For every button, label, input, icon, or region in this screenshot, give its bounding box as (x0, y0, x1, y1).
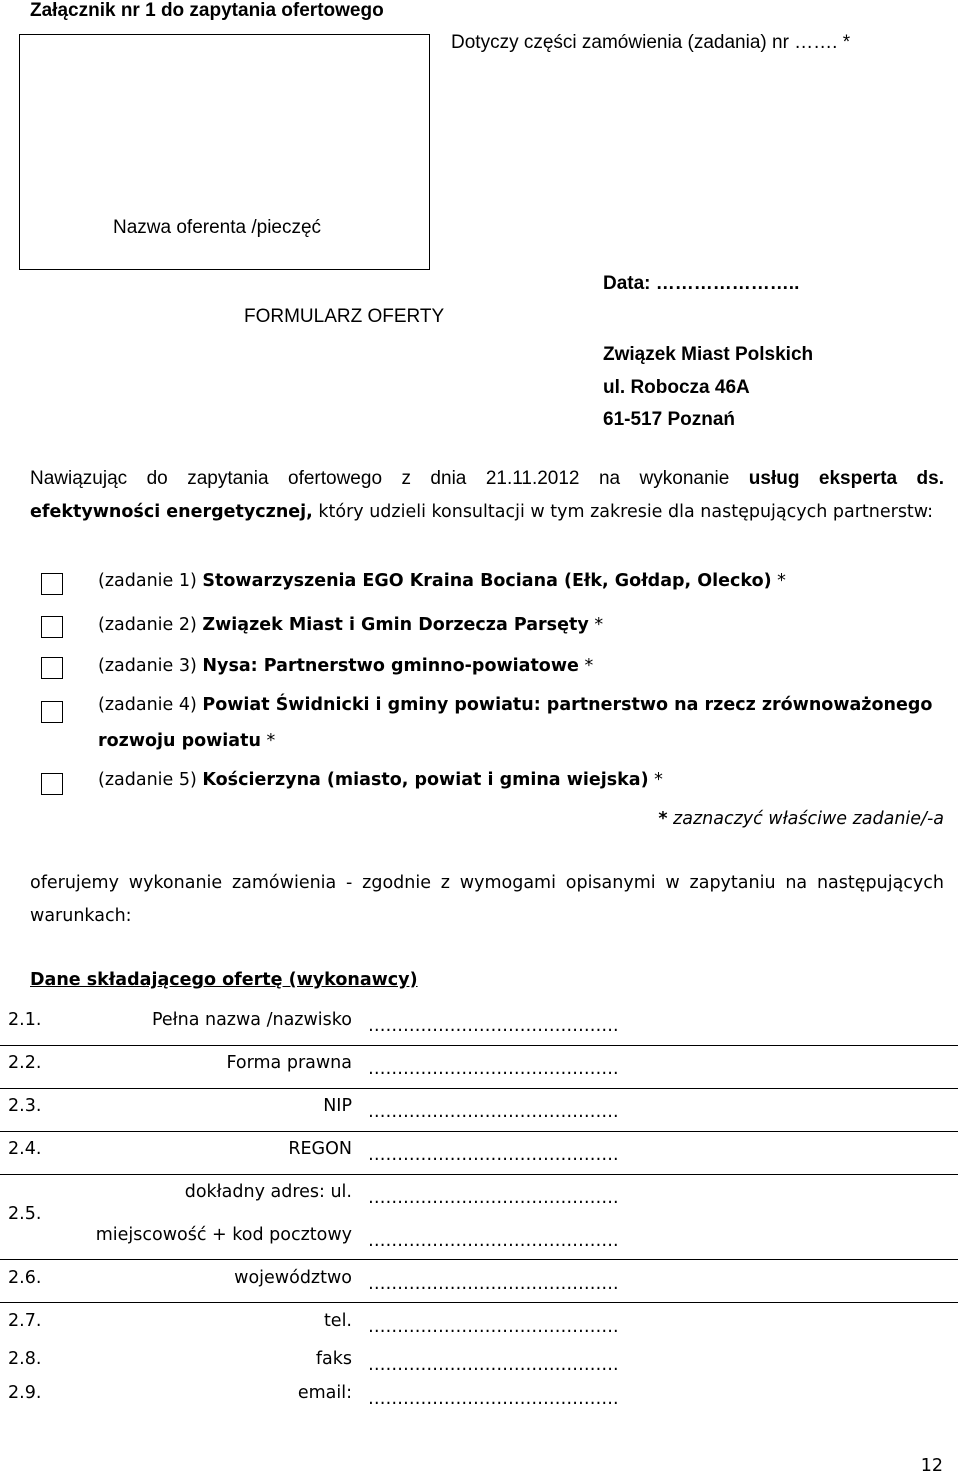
task-4-label-cont (98, 731, 275, 751)
date-value: ………………….. (655, 273, 800, 294)
selection-note (658, 809, 944, 829)
attachment-title: Załącznik nr 1 do zapytania ofertowego (30, 0, 384, 21)
part-reference: Dotyczy części zamówienia (zadania) nr ……. * (451, 32, 851, 53)
row-divider (0, 1045, 958, 1046)
task-2-name: Związek Miast i Gmin Dorzecza Parsęty (202, 615, 589, 635)
field-value-dots[interactable]: ……………………………………. (368, 1317, 619, 1337)
field-label: dokładny adres: ul. (184, 1182, 352, 1202)
field-num: 2.8. (8, 1349, 42, 1369)
task-1-checkbox[interactable] (41, 573, 63, 595)
field-value-dots[interactable]: ……………………………………. (368, 1102, 619, 1122)
task-5-suffix: * (648, 770, 663, 790)
field-value-dots[interactable]: ……………………………………. (368, 1188, 619, 1208)
task-2-suffix: * (588, 615, 604, 635)
field-value-dots[interactable]: ……………………………………. (368, 1016, 619, 1036)
date-line (603, 273, 799, 295)
task-1-suffix: * (771, 571, 786, 591)
task-4-checkbox[interactable] (41, 701, 63, 723)
row-divider (0, 1131, 958, 1132)
task-3-prefix: (zadanie 3) (98, 656, 197, 676)
task-4-suffix: * (260, 731, 276, 751)
task-3-label (98, 656, 593, 676)
task-1-name: Stowarzyszenia EGO Kraina Bociana (Ełk, Gołdap, Olecko) (202, 571, 772, 591)
field-num: 2.2. (8, 1053, 42, 1073)
field-label: Forma prawna (226, 1053, 352, 1073)
field-value-dots[interactable]: ……………………………………. (368, 1059, 619, 1079)
task-3-checkbox[interactable] (41, 657, 63, 679)
field-value-dots[interactable]: ……………………………………. (368, 1389, 619, 1409)
row-divider (0, 1174, 958, 1175)
task-4-name: Powiat Świdnicki i gminy powiatu: partnerstwo na rzecz zrównoważonego (202, 695, 933, 715)
offer-line-1: oferujemy wykonanie zamówienia - zgodnie z wymogami opisanymi w zapytaniu na następujących (30, 873, 944, 893)
field-label: Pełna nazwa /nazwisko (151, 1010, 352, 1030)
field-label: województwo (234, 1268, 352, 1288)
task-4-name-2: rozwoju powiatu (98, 731, 261, 751)
intro-line-1 (30, 468, 944, 490)
field-label: REGON (288, 1139, 352, 1159)
task-3-suffix: * (578, 656, 594, 676)
row-divider (0, 1302, 958, 1303)
field-label: miejscowość + kod pocztowy (95, 1225, 352, 1245)
field-num: 2.4. (8, 1139, 42, 1159)
field-value-dots[interactable]: ……………………………………. (368, 1145, 619, 1165)
task-2-prefix: (zadanie 2) (98, 615, 197, 635)
task-1-label (98, 571, 786, 591)
task-5-name: Kościerzyna (miasto, powiat i gmina wiejska) (202, 770, 649, 790)
offer-line-2: warunkach: (30, 906, 132, 926)
intro-text-1-bold: usług eksperta ds. (748, 468, 944, 489)
task-1-prefix: (zadanie 1) (98, 571, 197, 591)
task-3-name: Nysa: Partnerstwo gminno-powiatowe (202, 656, 579, 676)
task-5-label (98, 770, 663, 790)
stamp-box-label: Nazwa oferenta /pieczęć (113, 217, 322, 238)
intro-text-2-bold: efektywności energetycznej, (30, 502, 313, 522)
field-label: faks (315, 1349, 352, 1369)
field-num: 2.5. (8, 1204, 42, 1224)
note-star: * (658, 809, 668, 829)
recipient-line-2: ul. Robocza 46A (603, 376, 750, 398)
field-label: NIP (323, 1096, 352, 1116)
field-value-dots[interactable]: ……………………………………. (368, 1274, 619, 1294)
page-number: 12 (920, 1456, 943, 1476)
field-num: 2.3. (8, 1096, 42, 1116)
note-text: zaznaczyć właściwe zadanie/-a (667, 809, 944, 829)
field-num: 2.1. (8, 1010, 42, 1030)
intro-line-2 (30, 502, 933, 522)
row-divider (0, 1088, 958, 1089)
task-2-label (98, 615, 603, 635)
task-5-checkbox[interactable] (41, 773, 63, 795)
task-4-label (98, 695, 932, 715)
task-4-prefix: (zadanie 4) (98, 695, 197, 715)
field-label: email: (297, 1383, 352, 1403)
field-label: tel. (323, 1311, 352, 1331)
task-5-prefix: (zadanie 5) (98, 770, 197, 790)
task-2-checkbox[interactable] (41, 616, 63, 638)
intro-text-1: Nawiązując do zapytania ofertowego z dnia 21.11.2012 na wykonanie (30, 468, 730, 489)
row-divider (0, 1259, 958, 1260)
recipient-address (603, 339, 813, 437)
field-num: 2.6. (8, 1268, 42, 1288)
date-label: Data: (603, 273, 651, 294)
form-title: FORMULARZ OFERTY (244, 306, 445, 327)
intro-text-2: który udzieli konsultacji w tym zakresie dla następujących partnerstw: (312, 502, 934, 522)
section-title: Dane składającego ofertę (wykonawcy) (30, 970, 418, 990)
field-value-dots[interactable]: ……………………………………. (368, 1231, 619, 1251)
recipient-line-3: 61-517 Poznań (603, 409, 735, 430)
field-num: 2.9. (8, 1383, 42, 1403)
field-num: 2.7. (8, 1311, 42, 1331)
recipient-line-1: Związek Miast Polskich (603, 344, 814, 365)
field-value-dots[interactable]: ……………………………………. (368, 1355, 619, 1375)
